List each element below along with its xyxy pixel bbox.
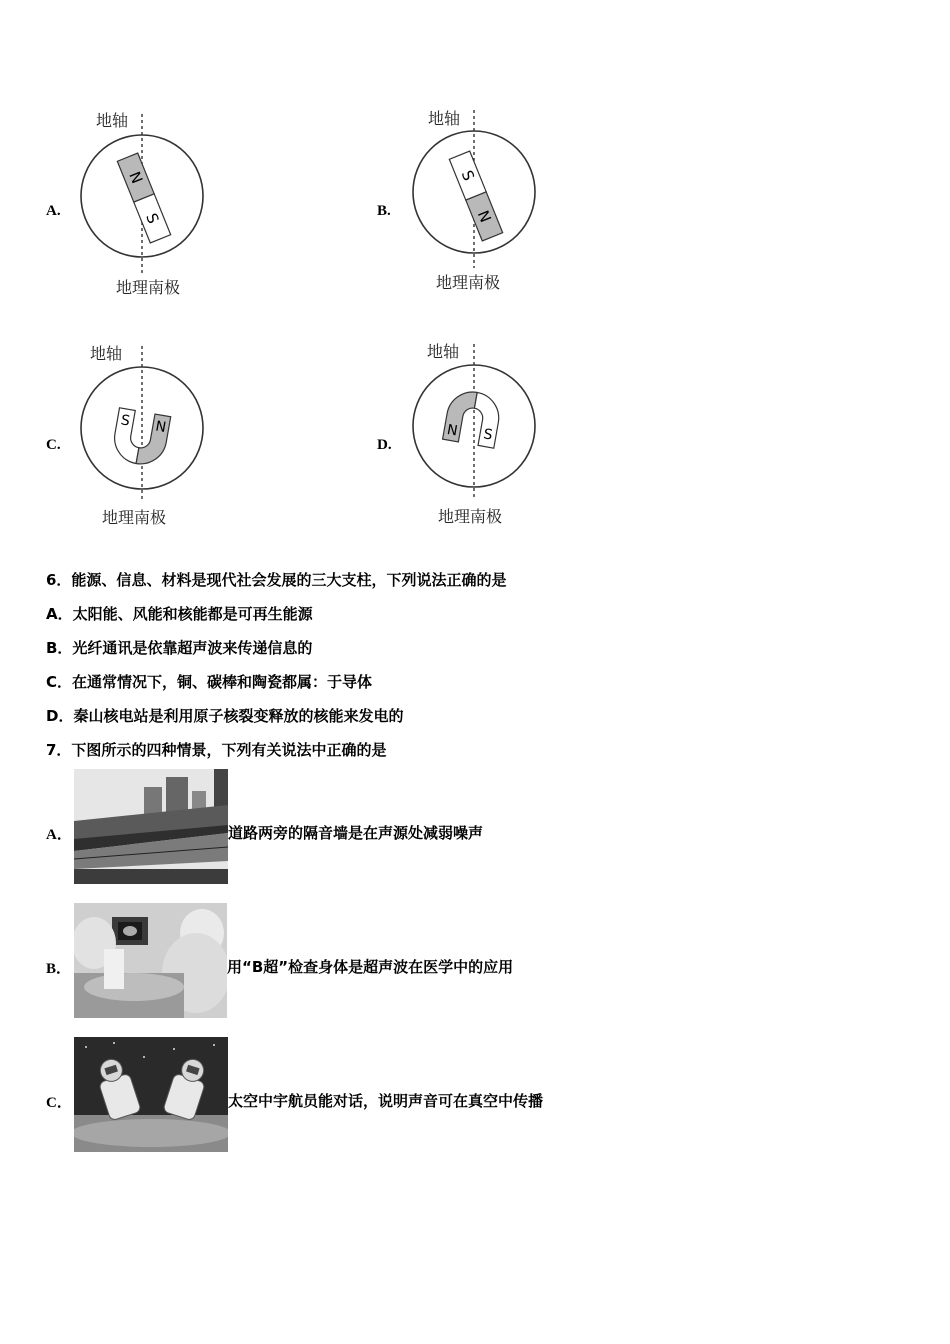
horseshoe-magnet-globe-icon xyxy=(406,342,546,502)
option-d: D．秦山核电站是利用原子核裂变释放的核能来发电的 xyxy=(46,707,404,725)
south-pole-label: 地理南极 xyxy=(116,278,181,297)
bar-magnet-globe-icon xyxy=(76,110,216,280)
bar-magnet-globe-icon xyxy=(406,108,546,273)
option-a: A．太阳能、风能和核能都是可再生能源 xyxy=(46,605,313,623)
axis-label: 地轴 xyxy=(427,342,460,361)
option-c: C．在通常情况下，铜、碳棒和陶瓷都属：于导体 xyxy=(46,673,373,691)
axis-label: 地轴 xyxy=(96,111,129,130)
question-stem: 7．下图所示的四种情景，下列有关说法中正确的是 xyxy=(46,741,387,759)
astronauts-photo xyxy=(74,1037,228,1152)
option-letter: B． xyxy=(46,961,72,977)
option-c-text: 太空中宇航员能对话，说明声音可在真空中传播 xyxy=(228,1092,544,1110)
magnet-pole-s: S xyxy=(457,167,478,184)
magnet-pole-n: N xyxy=(154,418,168,437)
magnet-pole-s: S xyxy=(142,210,163,227)
astronauts-photo-icon xyxy=(74,1037,228,1152)
option-letter: C. xyxy=(46,437,61,453)
magnet-pole-n: N xyxy=(473,207,495,225)
axis-label: 地轴 xyxy=(428,109,461,128)
horseshoe-magnet-globe-icon xyxy=(74,344,214,504)
question-stem: 6．能源、信息、材料是现代社会发展的三大支柱，下列说法正确的是 xyxy=(46,571,507,589)
south-pole-label: 地理南极 xyxy=(102,508,167,527)
option-b-text: 用“B超”检查身体是超声波在医学中的应用 xyxy=(227,958,514,976)
noise-barrier-photo-icon xyxy=(74,769,228,884)
option-letter: A． xyxy=(46,827,72,843)
option-letter: D. xyxy=(377,437,392,453)
option-b: B．光纤通讯是依靠超声波来传递信息的 xyxy=(46,639,313,657)
option-letter: C． xyxy=(46,1095,72,1111)
b-ultrasound-photo xyxy=(74,903,227,1018)
south-pole-label: 地理南极 xyxy=(438,507,503,526)
magnet-pole-s: S xyxy=(119,412,132,430)
magnet-pole-s: S xyxy=(482,426,494,444)
noise-barrier-photo xyxy=(74,769,228,884)
option-letter: A. xyxy=(46,203,61,219)
magnet-pole-n: N xyxy=(125,169,147,187)
south-pole-label: 地理南极 xyxy=(436,273,501,292)
magnet-pole-n: N xyxy=(445,421,459,440)
option-letter: B. xyxy=(377,203,391,219)
option-a-text: 道路两旁的隔音墙是在声源处减弱噪声 xyxy=(228,824,484,842)
b-ultrasound-photo-icon xyxy=(74,903,227,1018)
axis-label: 地轴 xyxy=(90,344,123,363)
